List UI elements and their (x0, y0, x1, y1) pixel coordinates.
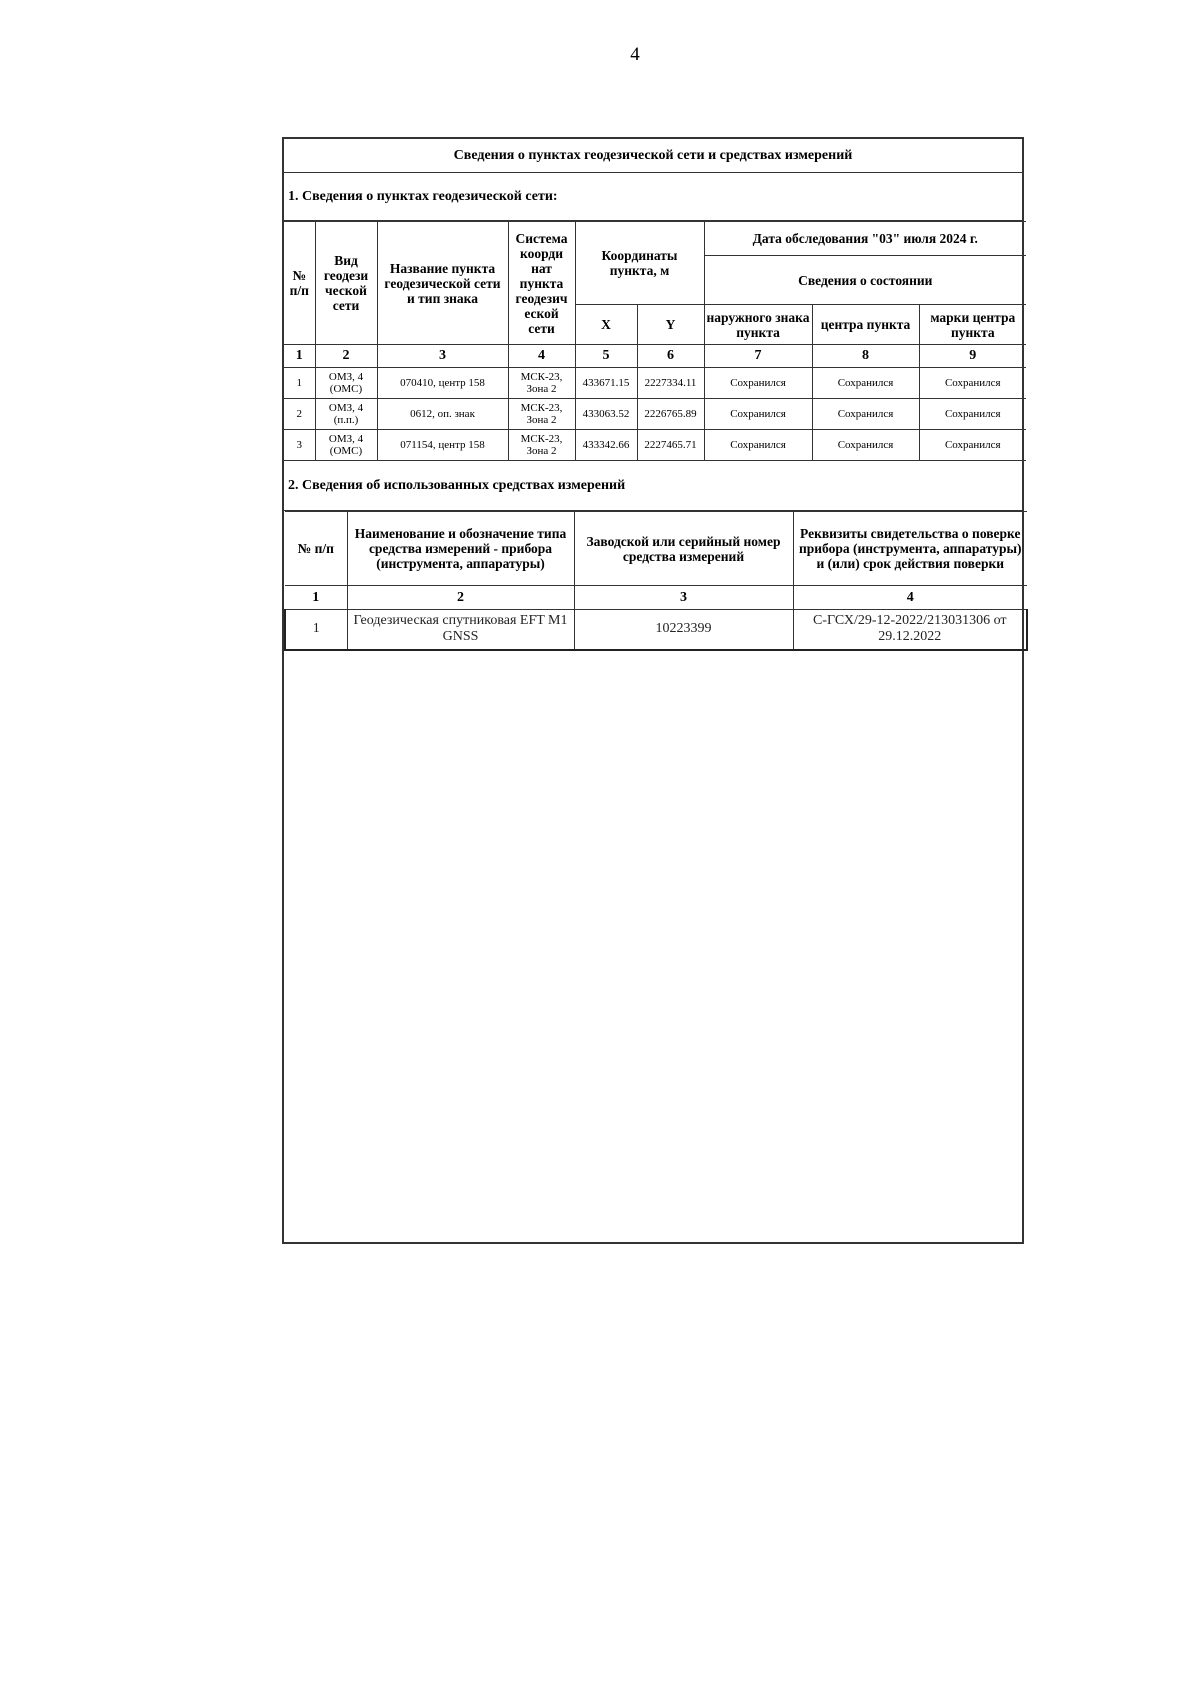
coord-y: 2226765.89 (637, 399, 704, 430)
header-center-mark: марки центра пункта (919, 305, 1026, 345)
column-number: 4 (508, 345, 575, 368)
header-coordinates: Координаты пункта, м (575, 222, 704, 305)
table-row (284, 368, 1026, 399)
table-row (284, 399, 1026, 430)
coordinate-system: МСК-23, Зона 2 (508, 399, 575, 430)
header-instrument-name: Наименование и обозначение типа средства измерений - прибора (инструмента, аппаратуры) (347, 512, 574, 586)
point-name: 071154, центр 158 (377, 430, 508, 461)
coord-x: 433671.15 (575, 368, 637, 399)
header-network-type: Вид геодези ческой сети (315, 222, 377, 345)
table-row (284, 430, 1026, 461)
outer-sign-state: Сохранился (704, 368, 812, 399)
point-name: 070410, центр 158 (377, 368, 508, 399)
verification-certificate: С-ГСХ/29-12-2022/213031306 от 29.12.2022 (793, 610, 1027, 650)
column-number: 7 (704, 345, 812, 368)
instrument-name: Геодезическая спутниковая EFT M1 GNSS (347, 610, 574, 650)
mark-state: Сохранился (919, 430, 1026, 461)
coordinate-system: МСК-23, Зона 2 (508, 430, 575, 461)
header-num: № п/п (285, 512, 347, 586)
network-type: ОМЗ, 4 (ОМС) (315, 430, 377, 461)
page-number: 4 (630, 44, 640, 65)
header-outer-sign: наружного знака пункта (704, 305, 812, 345)
geodetic-points-table (284, 221, 1026, 461)
measurement-instruments-table (284, 511, 1028, 651)
row-num: 1 (285, 610, 347, 650)
network-type: ОМЗ, 4 (ОМС) (315, 368, 377, 399)
coord-y: 2227465.71 (637, 430, 704, 461)
coordinate-system: МСК-23, Зона 2 (508, 368, 575, 399)
column-number: 4 (793, 586, 1027, 610)
mark-state: Сохранился (919, 368, 1026, 399)
network-type: ОМЗ, 4 (п.п.) (315, 399, 377, 430)
row-num: 1 (284, 368, 315, 399)
header-survey-date: Дата обследования "03" июля 2024 г. (704, 222, 1026, 256)
center-state: Сохранился (812, 430, 919, 461)
header-num: № п/п (284, 222, 315, 345)
column-number: 2 (347, 586, 574, 610)
serial-number: 10223399 (574, 610, 793, 650)
column-number: 2 (315, 345, 377, 368)
header-verification-certificate: Реквизиты свидетельства о поверке прибора (инструмента, аппаратуры) и (или) срок действия поверки (793, 512, 1027, 586)
coord-x: 433342.66 (575, 430, 637, 461)
header-state-info: Сведения о состоянии (704, 256, 1026, 305)
column-number: 3 (574, 586, 793, 610)
header-serial-number: Заводской или серийный номер средства измерений (574, 512, 793, 586)
header-x: X (575, 305, 637, 345)
center-state: Сохранился (812, 368, 919, 399)
header-y: Y (637, 305, 704, 345)
column-number: 5 (575, 345, 637, 368)
column-number: 8 (812, 345, 919, 368)
header-point-name: Название пункта геодезической сети и тип знака (377, 222, 508, 345)
column-number: 3 (377, 345, 508, 368)
table-row (285, 610, 1027, 650)
coord-y: 2227334.11 (637, 368, 704, 399)
column-number: 9 (919, 345, 1026, 368)
header-center: центра пункта (812, 305, 919, 345)
outer-sign-state: Сохранился (704, 430, 812, 461)
header-coordinate-system: Система коорди нат пункта геодезич еской сети (508, 222, 575, 345)
section1-title: 1. Сведения о пунктах геодезической сети: (284, 173, 1022, 221)
row-num: 3 (284, 430, 315, 461)
point-name: 0612, оп. знак (377, 399, 508, 430)
column-number: 1 (285, 586, 347, 610)
center-state: Сохранился (812, 399, 919, 430)
document-frame (282, 137, 1024, 1244)
mark-state: Сохранился (919, 399, 1026, 430)
section2-title: 2. Сведения об использованных средствах измерений (284, 461, 1022, 511)
row-num: 2 (284, 399, 315, 430)
column-number: 6 (637, 345, 704, 368)
document-title: Сведения о пунктах геодезической сети и средствах измерений (284, 139, 1022, 173)
outer-sign-state: Сохранился (704, 399, 812, 430)
column-number: 1 (284, 345, 315, 368)
coord-x: 433063.52 (575, 399, 637, 430)
